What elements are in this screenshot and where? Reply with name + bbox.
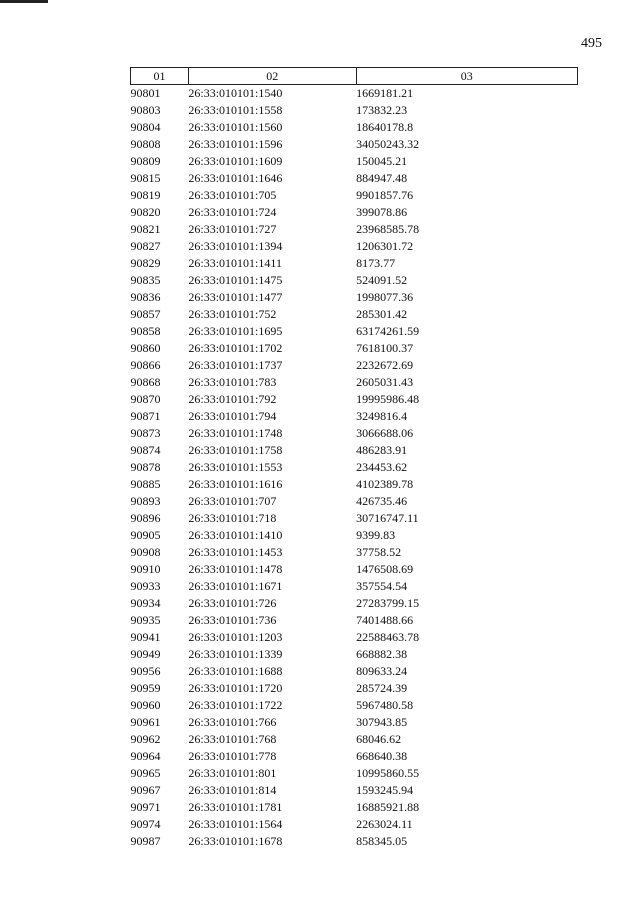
- cell-code: 90885: [130, 477, 161, 491]
- cell-code: 90941: [130, 630, 161, 644]
- cell-code: 90893: [130, 494, 161, 508]
- column-header-03: 03: [356, 68, 577, 85]
- cell-amount: 234453.62: [356, 460, 408, 474]
- table-row: [131, 323, 578, 340]
- cell-code: 90959: [130, 681, 161, 695]
- cell-code: 90803: [130, 103, 161, 117]
- cell-code: 90820: [130, 205, 161, 219]
- cell-amount: 7618100.37: [356, 341, 414, 355]
- table-row: [131, 731, 578, 748]
- cell-amount: 1998077.36: [356, 290, 414, 304]
- cell-cadastral-number: 26:33:010101:718: [188, 511, 277, 525]
- table-row: [131, 663, 578, 680]
- cell-cadastral-number: 26:33:010101:1453: [188, 545, 283, 559]
- cell-cadastral-number: 26:33:010101:766: [188, 715, 277, 729]
- cell-code: 90860: [130, 341, 161, 355]
- cell-amount: 3249816.4: [356, 409, 408, 423]
- table-row: [131, 238, 578, 255]
- cell-code: 90801: [130, 86, 161, 100]
- cell-amount: 2263024.11: [356, 817, 413, 831]
- cell-amount: 486283.91: [356, 443, 408, 457]
- cell-amount: 68046.62: [356, 732, 402, 746]
- cell-cadastral-number: 26:33:010101:783: [188, 375, 277, 389]
- cell-cadastral-number: 26:33:010101:1411: [188, 256, 282, 270]
- cell-cadastral-number: 26:33:010101:768: [188, 732, 277, 746]
- cell-code: 90956: [130, 664, 161, 678]
- cell-code: 90934: [130, 596, 161, 610]
- cell-cadastral-number: 26:33:010101:1781: [188, 800, 283, 814]
- cell-code: 90866: [130, 358, 161, 372]
- cell-amount: 2605031.43: [356, 375, 414, 389]
- cell-code: 90870: [130, 392, 161, 406]
- table-row: [131, 714, 578, 731]
- cell-cadastral-number: 26:33:010101:1671: [188, 579, 283, 593]
- cell-amount: 809633.24: [356, 664, 408, 678]
- cell-cadastral-number: 26:33:010101:1478: [188, 562, 283, 576]
- table-row: [131, 612, 578, 629]
- scan-edge-mark: [0, 0, 48, 3]
- cell-amount: 63174261.59: [356, 324, 420, 338]
- cell-code: 90971: [130, 800, 161, 814]
- table-row: [131, 306, 578, 323]
- cell-cadastral-number: 26:33:010101:1702: [188, 341, 283, 355]
- cell-cadastral-number: 26:33:010101:736: [188, 613, 277, 627]
- table-row: [131, 153, 578, 170]
- cell-code: 90965: [130, 766, 161, 780]
- table-row: [131, 510, 578, 527]
- cell-amount: 19995986.48: [356, 392, 420, 406]
- cell-amount: 173832.23: [356, 103, 408, 117]
- cell-amount: 5967480.58: [356, 698, 414, 712]
- table-row: [131, 272, 578, 289]
- table-row: [131, 799, 578, 816]
- cell-amount: 9901857.76: [356, 188, 414, 202]
- cell-amount: 524091.52: [356, 273, 408, 287]
- cell-code: 90873: [130, 426, 161, 440]
- cell-amount: 1593245.94: [356, 783, 414, 797]
- table-row: [131, 578, 578, 595]
- table-row: [131, 408, 578, 425]
- table-row: [131, 748, 578, 765]
- column-header-02: 02: [188, 68, 356, 85]
- cell-amount: 858345.05: [356, 834, 408, 848]
- cell-code: 90836: [130, 290, 161, 304]
- cell-code: 90974: [130, 817, 161, 831]
- data-table: [130, 67, 578, 850]
- cell-amount: 1476508.69: [356, 562, 414, 576]
- cell-amount: 4102389.78: [356, 477, 414, 491]
- cell-cadastral-number: 26:33:010101:1475: [188, 273, 283, 287]
- cell-code: 90808: [130, 137, 161, 151]
- cell-code: 90967: [130, 783, 161, 797]
- table-row: [131, 255, 578, 272]
- cell-cadastral-number: 26:33:010101:1410: [188, 528, 283, 542]
- cell-amount: 23968585.78: [356, 222, 420, 236]
- cell-amount: 426735.46: [356, 494, 408, 508]
- cell-amount: 34050243.32: [356, 137, 420, 151]
- cell-code: 90962: [130, 732, 161, 746]
- cell-code: 90835: [130, 273, 161, 287]
- table-row: [131, 425, 578, 442]
- cell-cadastral-number: 26:33:010101:1609: [188, 154, 283, 168]
- column-header-01: 01: [131, 68, 189, 85]
- cell-code: 90815: [130, 171, 161, 185]
- cell-code: 90896: [130, 511, 161, 525]
- cell-amount: 18640178.8: [356, 120, 414, 134]
- table-body: [131, 85, 578, 851]
- cell-code: 90961: [130, 715, 161, 729]
- cell-amount: 1669181.21: [356, 86, 414, 100]
- cell-code: 90874: [130, 443, 161, 457]
- cell-cadastral-number: 26:33:010101:1558: [188, 103, 283, 117]
- table-row: [131, 357, 578, 374]
- cell-code: 90949: [130, 647, 161, 661]
- cell-amount: 7401488.66: [356, 613, 414, 627]
- cell-amount: 37758.52: [356, 545, 402, 559]
- cell-code: 90821: [130, 222, 161, 236]
- cell-amount: 307943.85: [356, 715, 408, 729]
- cell-code: 90905: [130, 528, 161, 542]
- cell-code: 90871: [130, 409, 161, 423]
- cell-code: 90908: [130, 545, 161, 559]
- table-row: [131, 680, 578, 697]
- cell-amount: 357554.54: [356, 579, 408, 593]
- table-row: [131, 221, 578, 238]
- cell-amount: 399078.86: [356, 205, 408, 219]
- cell-amount: 150045.21: [356, 154, 408, 168]
- cell-cadastral-number: 26:33:010101:801: [188, 766, 277, 780]
- cell-cadastral-number: 26:33:010101:792: [188, 392, 277, 406]
- cell-cadastral-number: 26:33:010101:724: [188, 205, 277, 219]
- table-row: [131, 544, 578, 561]
- page-number: 495: [581, 36, 602, 51]
- table-row: [131, 646, 578, 663]
- cell-cadastral-number: 26:33:010101:1596: [188, 137, 283, 151]
- table-row: [131, 697, 578, 714]
- cell-code: 90878: [130, 460, 161, 474]
- cell-code: 90829: [130, 256, 161, 270]
- cell-cadastral-number: 26:33:010101:1477: [188, 290, 283, 304]
- cell-cadastral-number: 26:33:010101:1737: [188, 358, 283, 372]
- table-row: [131, 833, 578, 850]
- cell-amount: 2232672.69: [356, 358, 414, 372]
- table-row: [131, 391, 578, 408]
- cell-amount: 22588463.78: [356, 630, 420, 644]
- table-row: [131, 459, 578, 476]
- cell-amount: 9399.83: [356, 528, 396, 542]
- cell-code: 90935: [130, 613, 161, 627]
- table-row: [131, 119, 578, 136]
- table-row: [131, 204, 578, 221]
- cell-cadastral-number: 26:33:010101:1203: [188, 630, 283, 644]
- cell-amount: 3066688.06: [356, 426, 414, 440]
- table-row: [131, 289, 578, 306]
- cell-amount: 30716747.11: [356, 511, 419, 525]
- table-row: [131, 493, 578, 510]
- cell-cadastral-number: 26:33:010101:1394: [188, 239, 283, 253]
- cell-cadastral-number: 26:33:010101:727: [188, 222, 277, 236]
- cell-amount: 10995860.55: [356, 766, 420, 780]
- cell-cadastral-number: 26:33:010101:794: [188, 409, 277, 423]
- cell-code: 90987: [130, 834, 161, 848]
- cell-code: 90857: [130, 307, 161, 321]
- cell-cadastral-number: 26:33:010101:778: [188, 749, 277, 763]
- cell-cadastral-number: 26:33:010101:1748: [188, 426, 283, 440]
- table-row: [131, 170, 578, 187]
- cell-cadastral-number: 26:33:010101:1616: [188, 477, 283, 491]
- cell-code: 90809: [130, 154, 161, 168]
- cell-cadastral-number: 26:33:010101:1688: [188, 664, 283, 678]
- cell-cadastral-number: 26:33:010101:1646: [188, 171, 283, 185]
- cell-cadastral-number: 26:33:010101:726: [188, 596, 277, 610]
- cell-cadastral-number: 26:33:010101:814: [188, 783, 277, 797]
- cell-cadastral-number: 26:33:010101:705: [188, 188, 277, 202]
- cell-cadastral-number: 26:33:010101:1678: [188, 834, 283, 848]
- cell-amount: 285724.39: [356, 681, 408, 695]
- cell-code: 90819: [130, 188, 161, 202]
- cell-amount: 884947.48: [356, 171, 408, 185]
- cell-cadastral-number: 26:33:010101:1339: [188, 647, 283, 661]
- table-row: [131, 476, 578, 493]
- cell-code: 90804: [130, 120, 161, 134]
- table-header-row: [131, 68, 578, 85]
- table-row: [131, 629, 578, 646]
- table-row: [131, 595, 578, 612]
- cell-cadastral-number: 26:33:010101:1560: [188, 120, 283, 134]
- cell-code: 90868: [130, 375, 161, 389]
- table-row: [131, 136, 578, 153]
- cell-code: 90960: [130, 698, 161, 712]
- table-row: [131, 102, 578, 119]
- cell-cadastral-number: 26:33:010101:1720: [188, 681, 283, 695]
- cell-amount: 1206301.72: [356, 239, 414, 253]
- cell-code: 90858: [130, 324, 161, 338]
- table-row: [131, 527, 578, 544]
- cell-cadastral-number: 26:33:010101:1540: [188, 86, 283, 100]
- cell-cadastral-number: 26:33:010101:1553: [188, 460, 283, 474]
- table-row: [131, 187, 578, 204]
- table-row: [131, 85, 578, 103]
- table-row: [131, 765, 578, 782]
- cell-amount: 285301.42: [356, 307, 408, 321]
- table-row: [131, 374, 578, 391]
- cell-cadastral-number: 26:33:010101:1722: [188, 698, 283, 712]
- cell-amount: 27283799.15: [356, 596, 420, 610]
- table-row: [131, 561, 578, 578]
- cell-cadastral-number: 26:33:010101:1564: [188, 817, 283, 831]
- cell-code: 90964: [130, 749, 161, 763]
- cell-code: 90827: [130, 239, 161, 253]
- cell-cadastral-number: 26:33:010101:707: [188, 494, 277, 508]
- cell-cadastral-number: 26:33:010101:1695: [188, 324, 283, 338]
- table-row: [131, 340, 578, 357]
- table-row: [131, 442, 578, 459]
- cell-amount: 16885921.88: [356, 800, 420, 814]
- table-row: [131, 816, 578, 833]
- cell-code: 90933: [130, 579, 161, 593]
- cell-cadastral-number: 26:33:010101:1758: [188, 443, 283, 457]
- table-row: [131, 782, 578, 799]
- cell-cadastral-number: 26:33:010101:752: [188, 307, 277, 321]
- cell-amount: 668640.38: [356, 749, 408, 763]
- cell-amount: 668882.38: [356, 647, 408, 661]
- cell-code: 90910: [130, 562, 161, 576]
- cell-amount: 8173.77: [356, 256, 396, 270]
